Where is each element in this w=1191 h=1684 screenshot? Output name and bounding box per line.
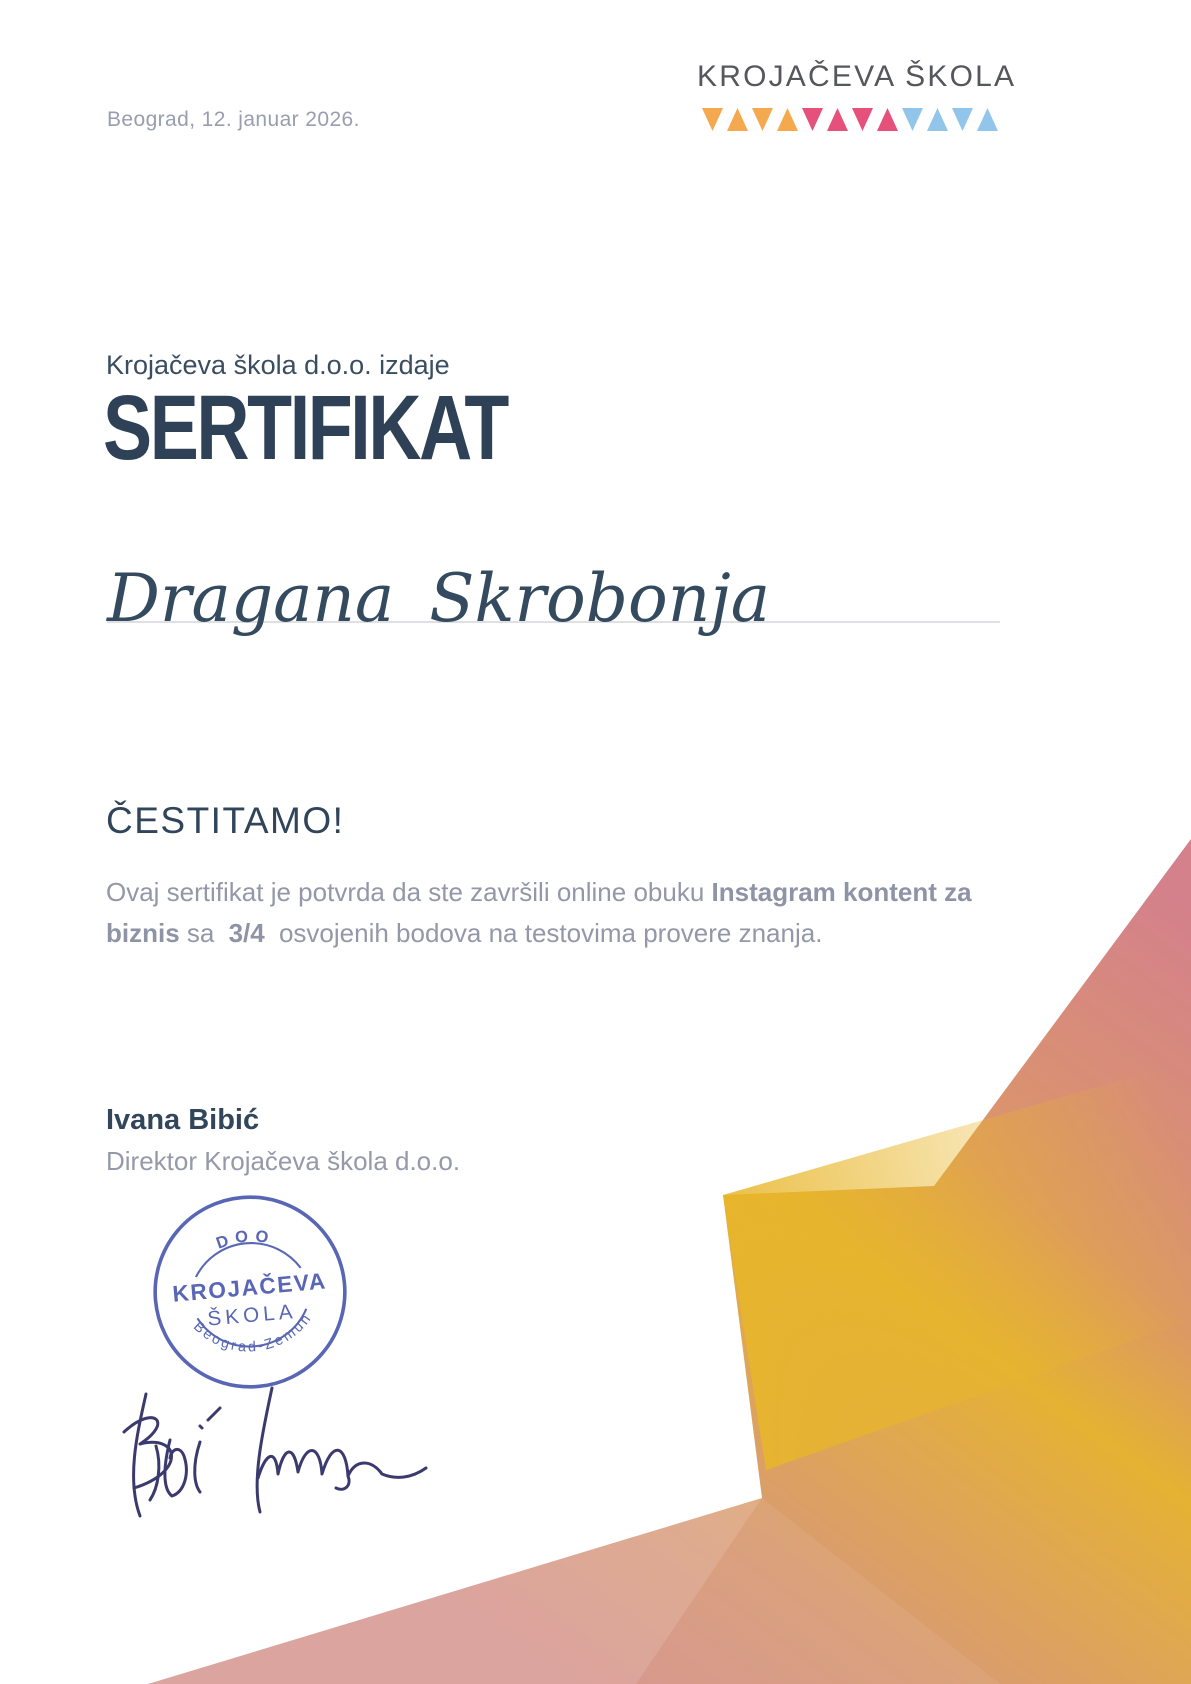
signatory-title: Direktor Krojačeva škola d.o.o. (106, 1146, 461, 1176)
signatory-name: Ivana Bibić (106, 1104, 260, 1136)
handwritten-signature (100, 1382, 440, 1532)
stamp-bottom-text: Beograd-Zemun (190, 1309, 316, 1356)
stamp-line2: ŠKOLA (206, 1299, 298, 1331)
certificate-title: SERTIFIKAT (103, 377, 507, 479)
issuer-line: Krojačeva škola d.o.o. izdaje (106, 350, 450, 380)
congrats-heading: ČESTITAMO! (106, 800, 345, 841)
stamp-line1: KROJAČEVA (171, 1267, 328, 1307)
logo-wordmark: KROJAČEVA ŠKOLA (697, 60, 1017, 93)
certificate-body-text (106, 872, 1046, 954)
company-stamp (150, 1192, 350, 1392)
signature-scribble (134, 1394, 146, 1516)
score-value: 3/4 (228, 918, 265, 948)
body-mid: sa (179, 918, 222, 948)
course-name: Instagram kontent za biznis (106, 877, 972, 948)
recipient-name: Dragana Skrobonja (107, 560, 771, 637)
body-suffix: osvojenih bodova na testovima provere znanja. (271, 918, 823, 948)
issue-date: Beograd, 12. januar 2026. (107, 108, 360, 131)
body-prefix: Ovaj sertifikat je potvrda da ste završili online obuku (106, 877, 712, 907)
logo-triangle-band-icon (700, 106, 1000, 133)
svg-text:DOO (213, 1225, 277, 1253)
stamp-top-text: DOO (213, 1227, 276, 1253)
